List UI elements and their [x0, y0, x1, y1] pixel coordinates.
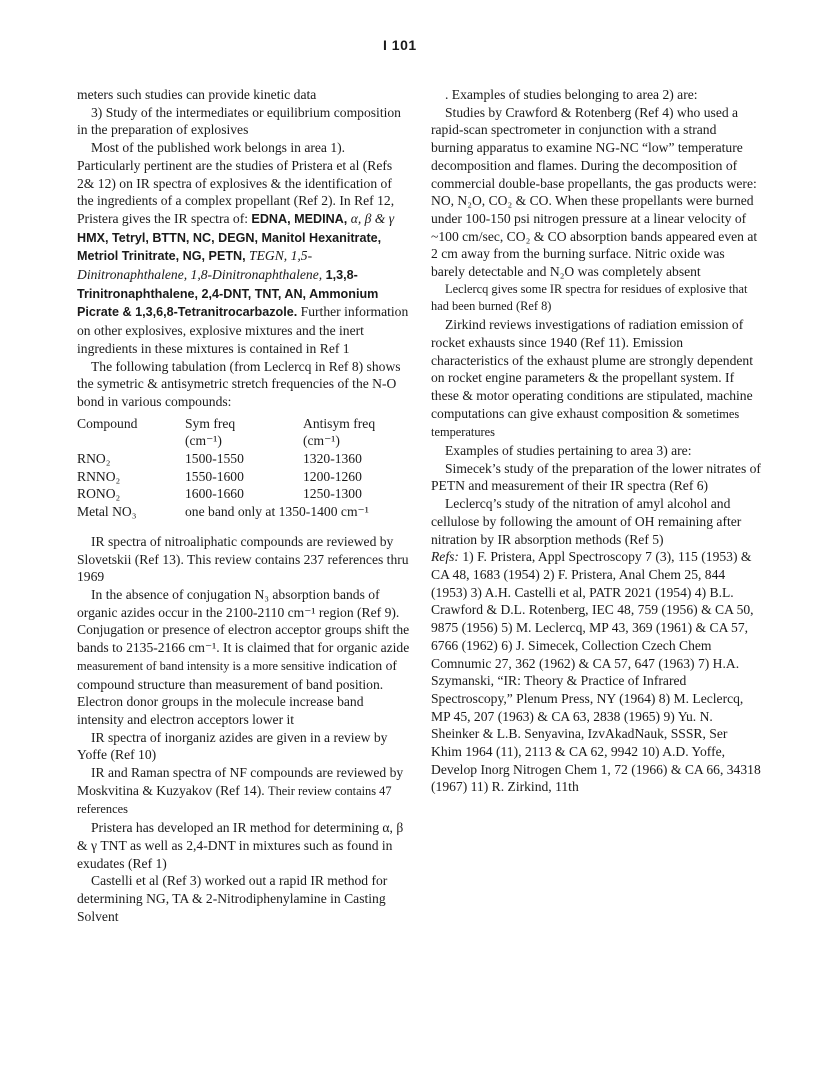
table-header: Antisym freq — [303, 415, 376, 431]
pristera-tail: Further information on other explosives, explosive mixtures and the inert ingredients in these mixtures is contained in Ref 1 — [77, 304, 409, 356]
table-cell-compound: RNNO₂ — [77, 468, 121, 484]
paragraph-intro: meters such studies can provide kinetic data — [77, 87, 317, 102]
table-cell-sym: 1500-1550 — [185, 451, 244, 467]
table-cell-compound: RONO₂ — [77, 486, 121, 502]
table-row — [77, 503, 407, 521]
paragraph-tabulation: The following tabulation (from Leclercq in Ref 8) shows the symetric & antisymetric stretch frequencies of the N-O bond in various compounds: — [77, 358, 401, 409]
zirkind-text: Zirkind reviews investigations of radiation emission of rocket exhausts since 1940 (Ref 11). Emission characteristics of the exhaust plume are strongly dependent on rocket engine parameters & the propellant system. If these & motor operating conditions are stipulated, machine computations can give exhaust composition & — [431, 317, 753, 421]
table-cell-sym: 1600-1660 — [185, 486, 244, 502]
azides-small-text: measurement of band intensity is a more sensitive — [77, 658, 325, 673]
azides-tail: indication of compound structure than measurement of band position. Electron donor groups in the molecule increase band intensity and electron acceptors lower it — [77, 657, 397, 727]
zirkind-small-text: sometimes temperatures — [431, 406, 740, 440]
paragraph-area-3-examples: Examples of studies pertaining to area 3) are: — [445, 443, 692, 459]
paragraph-tnt-method: Pristera has developed an IR method for determining α, β & γ TNT as well as 2,4-DNT in mixtures such as found in exudates (Ref 1) — [77, 820, 404, 871]
frequency-table — [77, 415, 407, 521]
table-unit-row — [77, 432, 407, 450]
table-unit: (cm⁻¹) — [303, 433, 340, 449]
references-label: Refs: — [431, 549, 459, 565]
left-column — [77, 86, 410, 925]
table-row — [77, 485, 407, 503]
paragraph-castelli: Castelli et al (Ref 3) worked out a rapid IR method for determining NG, TA & 2-Nitrodiphenylamine in Casting Solvent — [77, 873, 388, 924]
references — [431, 548, 761, 796]
compound-list-3: 1,3,8-Trinitronaphthalene, 2,4-DNT, TNT, AN, Ammonium Picrate & 1,3,6,8-Tetranitrocarbazole. — [77, 268, 379, 320]
paragraph-leclercq-nitration: Leclercq’s study of the nitration of amyl alcohol and cellulose by following the amount of OH remaining after nitration by IR absorption methods (Ref 5) — [431, 496, 742, 547]
paragraph-simecek: Simecek’s study of the preparation of the lower nitrates of PETN and measurement of their IR spectra (Ref 6) — [431, 460, 761, 494]
paragraph-pristera — [77, 139, 410, 357]
table-header: Sym freq — [185, 415, 236, 431]
compound-list-italic: TEGN, 1,5-Dinitronaphthalene, 1,8-Dinitronaphthalene, — [77, 248, 323, 283]
paragraph-inorganic-azides: IR spectra of inorganiz azides are given in a review by Yoffe (Ref 10) — [77, 729, 388, 763]
compound-list-2: HMX, Tetryl, BTTN, NC, DEGN, Manitol Hexanitrate, Metriol Trinitrate, NG, PETN, — [77, 230, 382, 264]
table-cell-antisym: 1320-1360 — [303, 451, 362, 467]
greek-letters: α, β & γ — [350, 210, 395, 226]
nf-text: IR and Raman spectra of NF compounds are reviewed by Moskvitina & Kuzyakov (Ref 14). — [77, 765, 404, 798]
paragraph-nitroaliphatic: IR spectra of nitroaliphatic compounds are reviewed by Slovetskii (Ref 13). This review contains 237 references thru 1969 — [77, 533, 409, 585]
pristera-text: Most of the published work belongs in area 1). Particularly pertinent are the studies of Pristera et al (Refs 2& 12) on IR spectra of explosives & the identification of the ingredients of a complex propellant (Ref 2). In Ref 12, Pristera gives the IR spectra of: — [77, 140, 395, 226]
table-cell-antisym: 1250-1300 — [303, 486, 362, 502]
right-column — [431, 86, 761, 796]
table-row — [77, 468, 407, 486]
page-number: I 101 — [383, 37, 417, 53]
paragraph-zirkind — [431, 316, 761, 442]
table-header: Compound — [77, 415, 138, 431]
nf-small-text: Their review contains 47 references — [77, 783, 392, 817]
compound-list-1: EDNA, MEDINA, — [251, 211, 348, 226]
paragraph-crawford: Studies by Crawford & Rotenberg (Ref 4) who used a rapid-scan spectrometer in conjunction with a strand burning apparatus to examine NG-NC “low” temperature decomposition and flames. During the decomposition of commercial double-base propellants, the gas products were: NO, N₂O, CO₂ & CO. When these propellants were burned under 100-150 psi nitrogen pressure at a linear velocity of ~100 cm/sec, CO₂ & CO absorption bands appeared even at 2 cm away from the burning surface. Nitric oxide was barely detectable and N₂O was completely absent — [431, 104, 758, 280]
azides-text: In the absence of conjugation N₃ absorption bands of organic azides occur in the 2100-2110 cm⁻¹ region (Ref 9). Conjugation or presence of electron acceptor groups shift the bands to 2135-2166 cm⁻¹. It is claimed that for organic azide — [77, 586, 410, 656]
table-header-row — [77, 415, 407, 433]
paragraph-azides — [77, 586, 410, 729]
paragraph-area-2: . Examples of studies belonging to area 2) are: — [445, 87, 698, 102]
paragraph-area-3: 3) Study of the intermediates or equilibrium composition in the preparation of explosives — [77, 104, 401, 138]
table-row — [77, 450, 407, 468]
table-cell-compound: RNO₂ — [77, 451, 111, 467]
table-cell-note: one band only at 1350-1400 cm⁻¹ — [185, 504, 369, 520]
table-cell-sym: 1550-1600 — [185, 468, 244, 484]
table-cell-compound: Metal NO₃ — [77, 504, 137, 520]
paragraph-leclercq-residues: Leclercq gives some IR spectra for residues of explosive that had been burned (Ref 8) — [431, 281, 748, 314]
references-text: 1) F. Pristera, Appl Spectroscopy 7 (3), 115 (1953) & CA 48, 1683 (1954) 2) F. Pristera, Anal Chem 25, 844 (1953) 3) A.H. Castelli et al, PATR 2021 (1954) 4) B.L. Crawford & D.L. Rotenberg, IEC 48, 759 (1956) & CA 50, 9875 (1956) 5) M. Leclercq, MP 43, 369 (1961) & CA 57, 6766 (1962) 6) J. Simecek, Collection Czech Chem Comnumic 27, 362 (1962) & CA 57, 647 (1963) 7) H.A. Szymanski, “IR: Theory & Practice of Infrared Spectroscopy,” Plenum Press, NY (1964) 8) M. Leclercq, MP 45, 207 (1963) & CA 63, 2838 (1965) 9) Yu. N. Sheinker & L.B. Senyavina, IzvAkadNauk, SSSR, Ser Khim 1964 (11), 2113 & CA 62, 9942 10) A.D. Yoffe, Develop Inorg Nitrogen Chem 1, 72 (1966) & CA 66, 34318 (1967) 11) R. Zirkind, 11th — [431, 549, 761, 795]
table-unit: (cm⁻¹) — [185, 433, 222, 449]
paragraph-nf-compounds — [77, 764, 410, 819]
table-cell-antisym: 1200-1260 — [303, 468, 362, 484]
